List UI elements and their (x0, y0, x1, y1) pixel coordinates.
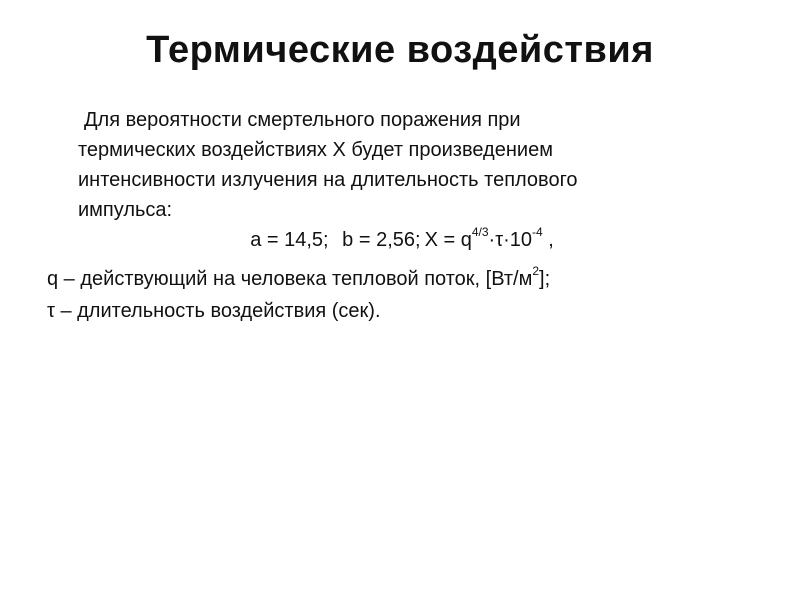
formula-line (0, 225, 800, 255)
paragraph-line: интенсивности излучения на длительность теплового (78, 169, 578, 191)
definition-q-tail: ]; (539, 268, 551, 290)
definition-q-unit-exponent: 2 (532, 264, 540, 279)
formula-a: a = 14,5; (250, 229, 329, 251)
formula-x-prefix: X = q (424, 229, 472, 251)
formula-ten-exponent: -4 (532, 225, 543, 240)
definition-q (47, 264, 550, 294)
definition-tau: τ – длительность воздействия (сек). (47, 300, 381, 322)
paragraph-line: Для вероятности смертельного поражения при (84, 109, 521, 131)
definition-q-text: q – действующий на человека тепловой поток, [Вт/м (47, 268, 533, 290)
formula-x-middle: ·τ·10 (488, 229, 532, 251)
slide-title: Термические воздействия (146, 29, 654, 71)
formula-x (424, 225, 554, 251)
paragraph-line: термических воздействиях X будет произведением (78, 139, 553, 161)
formula-b: b = 2,56; (342, 229, 421, 251)
intro-paragraph (78, 105, 758, 225)
formula-x-suffix: , (542, 229, 554, 251)
paragraph-line: импульса: (78, 199, 173, 221)
formula-q-exponent: 4/3 (471, 225, 489, 240)
